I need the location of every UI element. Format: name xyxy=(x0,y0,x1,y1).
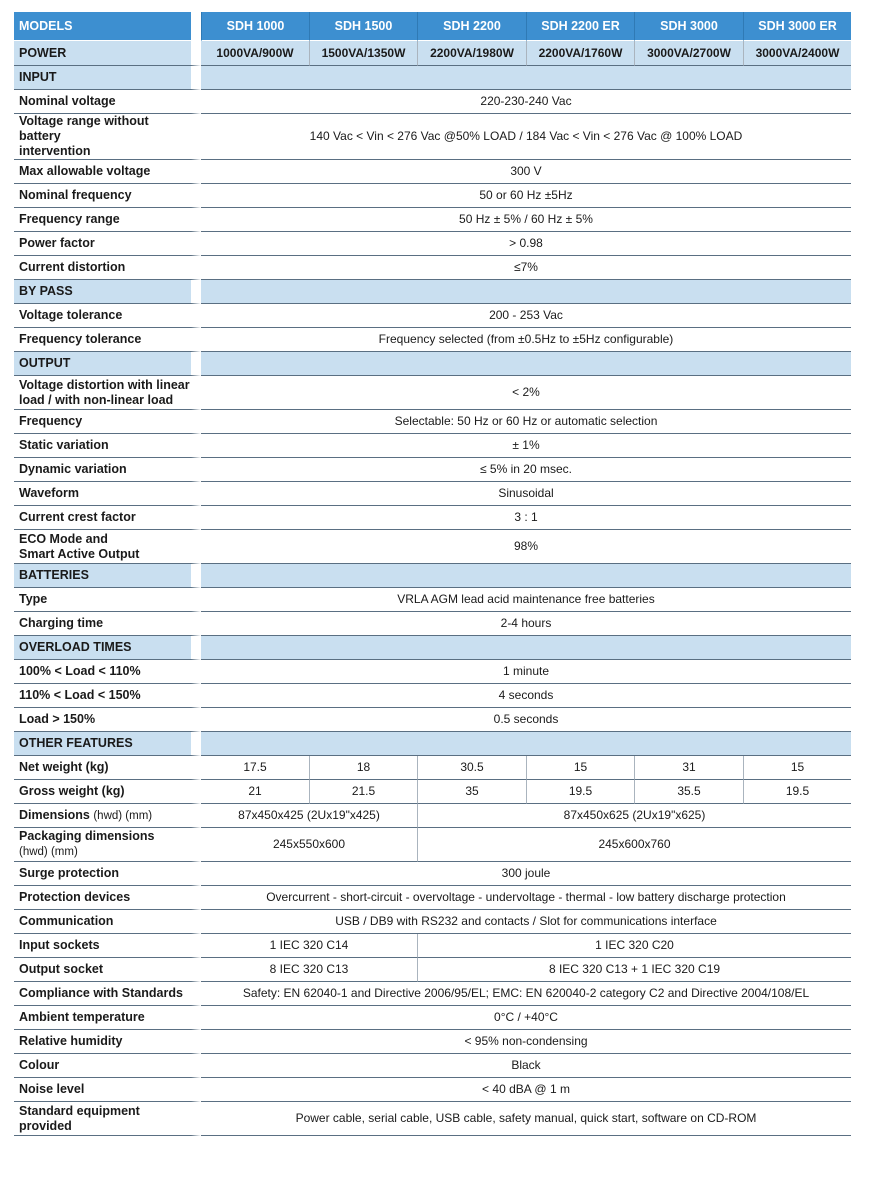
table-row xyxy=(14,684,851,708)
table-row xyxy=(14,434,851,458)
table-row xyxy=(14,588,851,612)
row-label: Net weight (kg) xyxy=(14,756,201,780)
row-value: 245x550x600 xyxy=(201,828,417,862)
table-row xyxy=(14,1006,851,1030)
row-value: 21.5 xyxy=(309,780,417,804)
table-row xyxy=(14,328,851,352)
models-label: MODELS xyxy=(14,12,201,41)
row-value: 87x450x425 (2Ux19"x425) xyxy=(201,804,417,828)
row-label: Protection devices xyxy=(14,886,201,910)
table-row xyxy=(14,376,851,410)
section-title: OUTPUT xyxy=(14,352,201,376)
table-row xyxy=(14,90,851,114)
row-label: Communication xyxy=(14,910,201,934)
row-label: Voltage tolerance xyxy=(14,304,201,328)
spec-table xyxy=(14,12,851,1136)
row-label: Ambient temperature xyxy=(14,1006,201,1030)
table-row xyxy=(14,862,851,886)
row-value: 3 : 1 xyxy=(201,506,851,530)
table-row xyxy=(14,1102,851,1136)
section-other-features xyxy=(14,732,851,756)
row-value: 87x450x625 (2Ux19"x625) xyxy=(417,804,851,828)
row-value: ± 1% xyxy=(201,434,851,458)
table-row xyxy=(14,114,851,160)
row-value: Overcurrent - short-circuit - overvoltage - undervoltage - thermal - low battery discharge protection xyxy=(201,886,851,910)
row-label: Standard equipment provided xyxy=(14,1102,201,1136)
section-title: OTHER FEATURES xyxy=(14,732,201,756)
row-value: 18 xyxy=(309,756,417,780)
table-row xyxy=(14,410,851,434)
model-sdh-1000: SDH 1000 xyxy=(201,12,309,41)
row-value: 1 IEC 320 C20 xyxy=(417,934,851,958)
model-sdh-1500: SDH 1500 xyxy=(309,12,417,41)
row-label: Power factor xyxy=(14,232,201,256)
row-label: Charging time xyxy=(14,612,201,636)
row-value: 19.5 xyxy=(743,780,851,804)
row-label: Surge protection xyxy=(14,862,201,886)
row-label: Packaging dimensions (hwd) (mm) xyxy=(14,828,201,862)
row-value: 35 xyxy=(417,780,526,804)
row-value: 300 joule xyxy=(201,862,851,886)
power-value: 1500VA/1350W xyxy=(309,41,417,66)
table-row xyxy=(14,828,851,862)
table-row xyxy=(14,804,851,828)
table-row xyxy=(14,160,851,184)
table-row xyxy=(14,256,851,280)
row-value: Black xyxy=(201,1054,851,1078)
row-value: ≤ 5% in 20 msec. xyxy=(201,458,851,482)
row-value: USB / DB9 with RS232 and contacts / Slot for communications interface xyxy=(201,910,851,934)
row-label: Current distortion xyxy=(14,256,201,280)
row-value: 31 xyxy=(634,756,743,780)
row-value: 50 or 60 Hz ±5Hz xyxy=(201,184,851,208)
row-label: Gross weight (kg) xyxy=(14,780,201,804)
row-label: Frequency tolerance xyxy=(14,328,201,352)
row-label: Static variation xyxy=(14,434,201,458)
table-row xyxy=(14,660,851,684)
row-label: Voltage distortion with linear load / with non-linear load xyxy=(14,376,201,410)
row-value: < 40 dBA @ 1 m xyxy=(201,1078,851,1102)
section-title: BY PASS xyxy=(14,280,201,304)
model-sdh-3000: SDH 3000 xyxy=(634,12,743,41)
row-value: 30.5 xyxy=(417,756,526,780)
power-value: 2200VA/1980W xyxy=(417,41,526,66)
row-label: Waveform xyxy=(14,482,201,506)
row-value: 21 xyxy=(201,780,309,804)
model-sdh-2200-er: SDH 2200 ER xyxy=(526,12,634,41)
power-label: POWER xyxy=(14,41,201,66)
model-sdh-3000-er: SDH 3000 ER xyxy=(743,12,851,41)
row-label: Voltage range without battery intervention xyxy=(14,114,201,160)
row-label: Nominal voltage xyxy=(14,90,201,114)
table-row xyxy=(14,958,851,982)
row-label: Output socket xyxy=(14,958,201,982)
row-value: 8 IEC 320 C13 xyxy=(201,958,417,982)
row-value: 140 Vac < Vin < 276 Vac @50% LOAD / 184 Vac < Vin < 276 Vac @ 100% LOAD xyxy=(201,114,851,160)
table-row xyxy=(14,208,851,232)
row-value: 0°C / +40°C xyxy=(201,1006,851,1030)
section-overload xyxy=(14,636,851,660)
row-value: < 95% non-condensing xyxy=(201,1030,851,1054)
power-value: 1000VA/900W xyxy=(201,41,309,66)
row-label: Type xyxy=(14,588,201,612)
row-label: ECO Mode and Smart Active Output xyxy=(14,530,201,564)
row-value: 2-4 hours xyxy=(201,612,851,636)
row-label: Input sockets xyxy=(14,934,201,958)
models-row xyxy=(14,12,851,41)
table-row xyxy=(14,708,851,732)
row-label: Max allowable voltage xyxy=(14,160,201,184)
row-label: Noise level xyxy=(14,1078,201,1102)
row-value: 1 IEC 320 C14 xyxy=(201,934,417,958)
row-value: Power cable, serial cable, USB cable, safety manual, quick start, software on CD-ROM xyxy=(201,1102,851,1136)
row-value: > 0.98 xyxy=(201,232,851,256)
section-title: INPUT xyxy=(14,66,201,90)
section-bypass xyxy=(14,280,851,304)
table-row xyxy=(14,530,851,564)
row-value: 4 seconds xyxy=(201,684,851,708)
table-row xyxy=(14,910,851,934)
row-value: 0.5 seconds xyxy=(201,708,851,732)
row-value: ≤7% xyxy=(201,256,851,280)
table-row xyxy=(14,756,851,780)
row-value: 300 V xyxy=(201,160,851,184)
row-label: Current crest factor xyxy=(14,506,201,530)
table-row xyxy=(14,1078,851,1102)
table-row xyxy=(14,458,851,482)
row-value: < 2% xyxy=(201,376,851,410)
table-row xyxy=(14,934,851,958)
row-value: 15 xyxy=(743,756,851,780)
row-label: Dynamic variation xyxy=(14,458,201,482)
section-input xyxy=(14,66,851,90)
row-label: Nominal frequency xyxy=(14,184,201,208)
model-sdh-2200: SDH 2200 xyxy=(417,12,526,41)
power-row xyxy=(14,41,851,66)
row-value: 17.5 xyxy=(201,756,309,780)
row-value: Selectable: 50 Hz or 60 Hz or automatic selection xyxy=(201,410,851,434)
row-label: Frequency xyxy=(14,410,201,434)
row-value: 50 Hz ± 5% / 60 Hz ± 5% xyxy=(201,208,851,232)
power-value: 3000VA/2700W xyxy=(634,41,743,66)
row-label: 100% < Load < 110% xyxy=(14,660,201,684)
row-value: 15 xyxy=(526,756,634,780)
table-row xyxy=(14,612,851,636)
power-value: 2200VA/1760W xyxy=(526,41,634,66)
row-value: Frequency selected (from ±0.5Hz to ±5Hz configurable) xyxy=(201,328,851,352)
row-value: 1 minute xyxy=(201,660,851,684)
row-value: Safety: EN 62040-1 and Directive 2006/95/EL; EMC: EN 620040-2 category C2 and Directive 2004/108/EL xyxy=(201,982,851,1006)
table-row xyxy=(14,886,851,910)
section-title: BATTERIES xyxy=(14,564,201,588)
row-label: Load > 150% xyxy=(14,708,201,732)
power-value: 3000VA/2400W xyxy=(743,41,851,66)
table-row xyxy=(14,780,851,804)
table-row xyxy=(14,506,851,530)
table-row xyxy=(14,1030,851,1054)
row-label: Frequency range xyxy=(14,208,201,232)
row-label: Colour xyxy=(14,1054,201,1078)
row-label: 110% < Load < 150% xyxy=(14,684,201,708)
spec-sheet xyxy=(14,12,851,1136)
row-value: 19.5 xyxy=(526,780,634,804)
row-value: VRLA AGM lead acid maintenance free batteries xyxy=(201,588,851,612)
table-row xyxy=(14,184,851,208)
row-label: Compliance with Standards xyxy=(14,982,201,1006)
section-title: OVERLOAD TIMES xyxy=(14,636,201,660)
section-output xyxy=(14,352,851,376)
row-value: 98% xyxy=(201,530,851,564)
row-value: 35.5 xyxy=(634,780,743,804)
row-value: Sinusoidal xyxy=(201,482,851,506)
row-value: 220-230-240 Vac xyxy=(201,90,851,114)
table-row xyxy=(14,982,851,1006)
table-row xyxy=(14,1054,851,1078)
row-value: 245x600x760 xyxy=(417,828,851,862)
row-label: Relative humidity xyxy=(14,1030,201,1054)
table-row xyxy=(14,482,851,506)
table-row xyxy=(14,232,851,256)
section-batteries xyxy=(14,564,851,588)
row-value: 8 IEC 320 C13 + 1 IEC 320 C19 xyxy=(417,958,851,982)
row-value: 200 - 253 Vac xyxy=(201,304,851,328)
table-row xyxy=(14,304,851,328)
row-label: Dimensions (hwd) (mm) xyxy=(14,804,201,828)
